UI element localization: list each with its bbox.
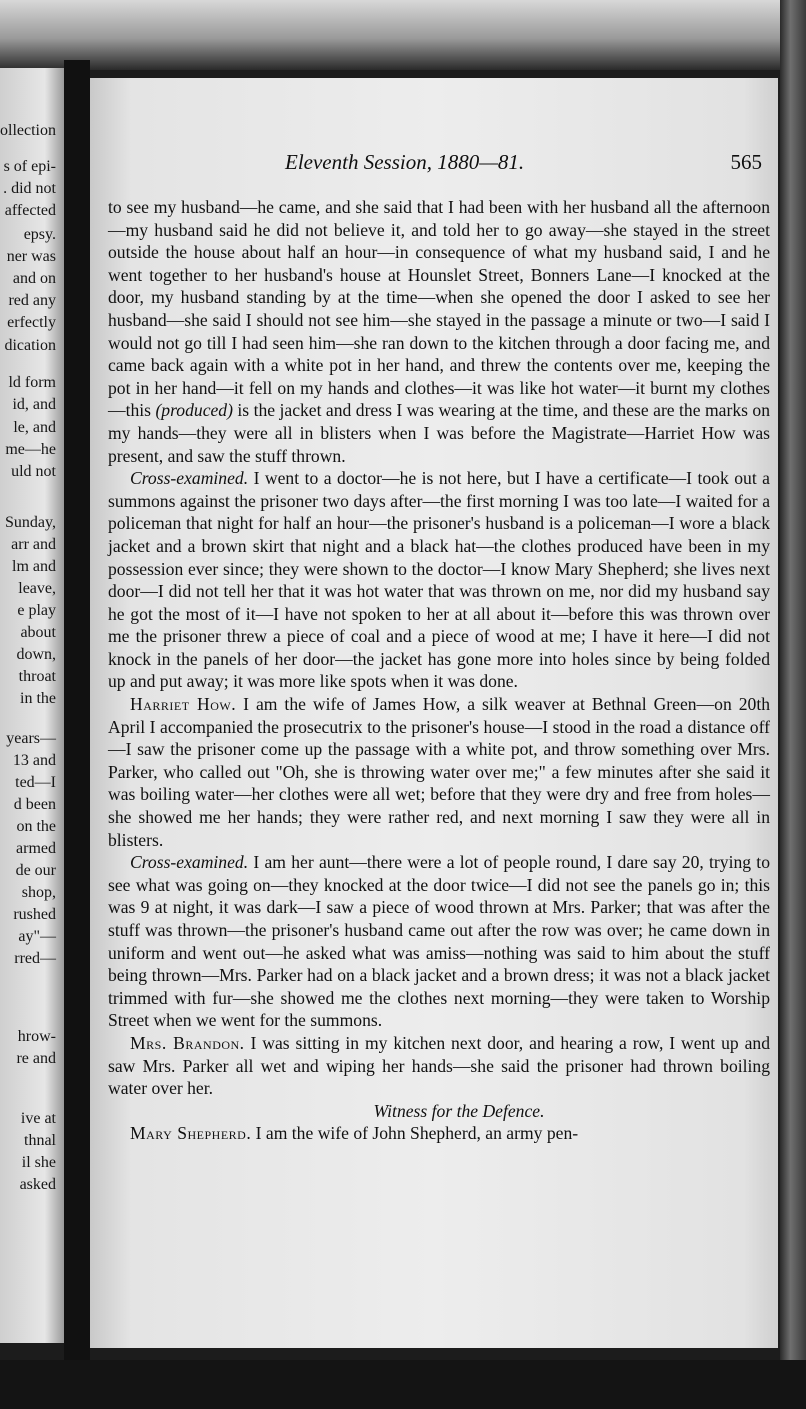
witness-paragraph-mary-shepherd (108, 1122, 770, 1145)
facing-page-fragment (0, 68, 64, 1343)
page-header (90, 150, 778, 180)
witness-paragraph-mrs-brandon (108, 1032, 770, 1100)
facing-page-text-fragment: s of epi- (3, 158, 56, 175)
witness-paragraph-harriet-how (108, 693, 770, 851)
cross-examined-label: Cross-examined. (130, 468, 249, 489)
facing-page-text-fragment: throat (18, 668, 56, 685)
facing-page-text-fragment: hrow- (17, 1028, 56, 1045)
page-number: 565 (730, 150, 762, 174)
facing-page-text-fragment: id, and (12, 396, 56, 413)
paragraph-text-tail: is the jacket and dress I was wearing at the time, and these are the marks on my hands—they were all in blisters when I was before the Magistrate—Harriet How was present, and saw the stuff thrown. (108, 400, 770, 466)
facing-page-text-fragment: asked (19, 1176, 56, 1193)
facing-page-text-fragment: ted—I (15, 774, 56, 791)
facing-page-text-fragment: epsy. (23, 226, 56, 243)
cross-examination-paragraph (108, 851, 770, 1032)
facing-page-text-fragment: on the (16, 818, 56, 835)
scan-background-top (0, 0, 806, 70)
paragraph-text: to see my husband—he came, and she said that I had been with her husband all the afternoon—my husband said he did not believe it, and told her to go away—she stayed in the street outside the house about half an hour—in consequence of what my husband said, I and he went together to her husband's house at Hounslet Street, Bonners Lane—I knocked at the door, my husband standing by at the time—when she opened the door I asked to see her husband—she said I should not see him—she stayed in the passage a minute or two—I said I would not go till I had seen him—she ran down to the kitchen through a door facing me, and came back again with a white pot in her hand, and threw the contents over me, keeping the pot in her hand—it fell on my hands and clothes—it was like hot water—it burnt my clothes—this (108, 197, 770, 421)
section-heading: Witness for the Defence. (373, 1100, 545, 1121)
facing-page-text-fragment: rred— (14, 950, 56, 967)
facing-page-text-fragment: ay"— (18, 928, 56, 945)
facing-page-text-fragment: lm and (12, 558, 56, 575)
facing-page-text-fragment: e play (17, 602, 56, 619)
facing-page-text-fragment: arr and (11, 536, 56, 553)
inline-italic-produced: (produced) (155, 400, 233, 421)
facing-page-text-fragment: affected (4, 202, 56, 219)
facing-page-text-fragment: de our (15, 862, 56, 879)
facing-page-text-fragment: 13 and (12, 752, 56, 769)
facing-page-text-fragment: red any (8, 292, 56, 309)
facing-page-text-fragment: ner was (6, 248, 56, 265)
speaker-name: Harriet How. (130, 694, 237, 715)
cross-examination-paragraph (108, 467, 770, 693)
facing-page-text-fragment: me—he (5, 441, 56, 458)
facing-page-text-fragment: ollection (0, 122, 56, 139)
page-body (108, 196, 770, 1145)
running-title: Eleventh Session, 1880—81. (285, 150, 525, 174)
facing-page-text-fragment: leave, (18, 580, 56, 597)
paragraph-text: I am her aunt—there were a lot of people round, I dare say 20, trying to see what was going on—they knocked at the door twice—I did not see the panels go in; this was 9 at night, it was dark—I saw a piece of wood thrown at Mrs. Parker; that was after the stuff was thrown—the prisoner's husband came out after the row was over; he came down in uniform and went out—he asked what was amiss—nothing was said to him about the stuff being thrown—Mrs. Parker had on a black jacket and a brown dress; it was not a black jacket trimmed with fur—she showed me the clothes next morning—they were taken to Worship Street when we went for the summons. (108, 852, 770, 1031)
facing-page-text-fragment: armed (16, 840, 56, 857)
book-page (90, 78, 778, 1348)
facing-page-text-fragment: uld not (11, 463, 56, 480)
facing-page-text-fragment: dication (4, 337, 56, 354)
paragraph-text: I am the wife of James How, a silk weaver at Bethnal Green—on 20th April I accompanied the prosecutrix to the prisoner's house—I stood in the road a distance off—I saw the prisoner come up the passage with a white pot, and throw something over Mrs. Parker, who called out "Oh, she is throwing water over me;" a few minutes after she said it was boiling water—her clothes were all wet; before that they were dry and free from holes—she showed me her hands; they were rather red, and next morning I saw they were all in blisters. (108, 694, 771, 850)
facing-page-text-fragment: d been (13, 796, 56, 813)
facing-page-text-fragment: re and (16, 1050, 56, 1067)
speaker-name: Mary Shepherd. (130, 1123, 252, 1144)
facing-page-text-fragment: down, (16, 646, 56, 663)
facing-page-text-fragment: years— (6, 730, 56, 747)
facing-page-text-fragment: le, and (13, 419, 56, 436)
facing-page-text-fragment: Sunday, (5, 514, 56, 531)
paragraph-text: I was sitting in my kitchen next door, and hearing a row, I went up and saw Mrs. Parker all wet and wiping her hands—she said the prisoner had thrown boiling water over her. (108, 1032, 770, 1099)
facing-page-text-fragment: rushed (13, 906, 56, 923)
facing-page-text-fragment: shop, (21, 884, 56, 901)
facing-page-text-fragment: ive at (20, 1110, 56, 1127)
scan-background-right (780, 0, 806, 1409)
testimony-paragraph (108, 196, 770, 467)
facing-page-text-fragment: . did not (3, 180, 56, 197)
cross-examined-label: Cross-examined. (130, 852, 249, 873)
facing-page-text-fragment: in the (20, 690, 56, 707)
paragraph-text: I am the wife of John Shepherd, an army pen- (251, 1123, 579, 1144)
paragraph-text: I went to a doctor—he is not here, but I have a certificate—I took out a summons against the prisoner two days after—the first morning I was too late—I waited for a policeman that night for half an hour—the prisoner's husband is a policeman—I wore a black jacket and a brown skirt that night and a black hat—the clothes produced have been in my possession ever since; they were shown to the doctor—I know Mary Shepherd; she lives next door—I did not tell her that it was hot water that was thrown on me, nor did my husband say he got the most of it—I have not spoken to her at all about it—before this was thrown over me the prisoner threw a piece of coal and a piece of wood at me; I have it here—I did not knock in the panels of her door—the jacket has gone more into holes since by being folded up and put away; it was more like spots when it was done. (108, 468, 770, 692)
facing-page-text-fragment: il she (21, 1154, 56, 1171)
facing-page-text-fragment: about (20, 624, 56, 641)
speaker-name: Mrs. Brandon. (130, 1032, 245, 1053)
facing-page-text-fragment: ld form (8, 374, 56, 391)
facing-page-text-fragment: and on (12, 270, 56, 287)
facing-page-text-fragment: erfectly (7, 314, 56, 331)
facing-page-text-fragment: thnal (24, 1132, 56, 1149)
scan-background-bottom (0, 1360, 806, 1409)
book-gutter (64, 60, 90, 1360)
